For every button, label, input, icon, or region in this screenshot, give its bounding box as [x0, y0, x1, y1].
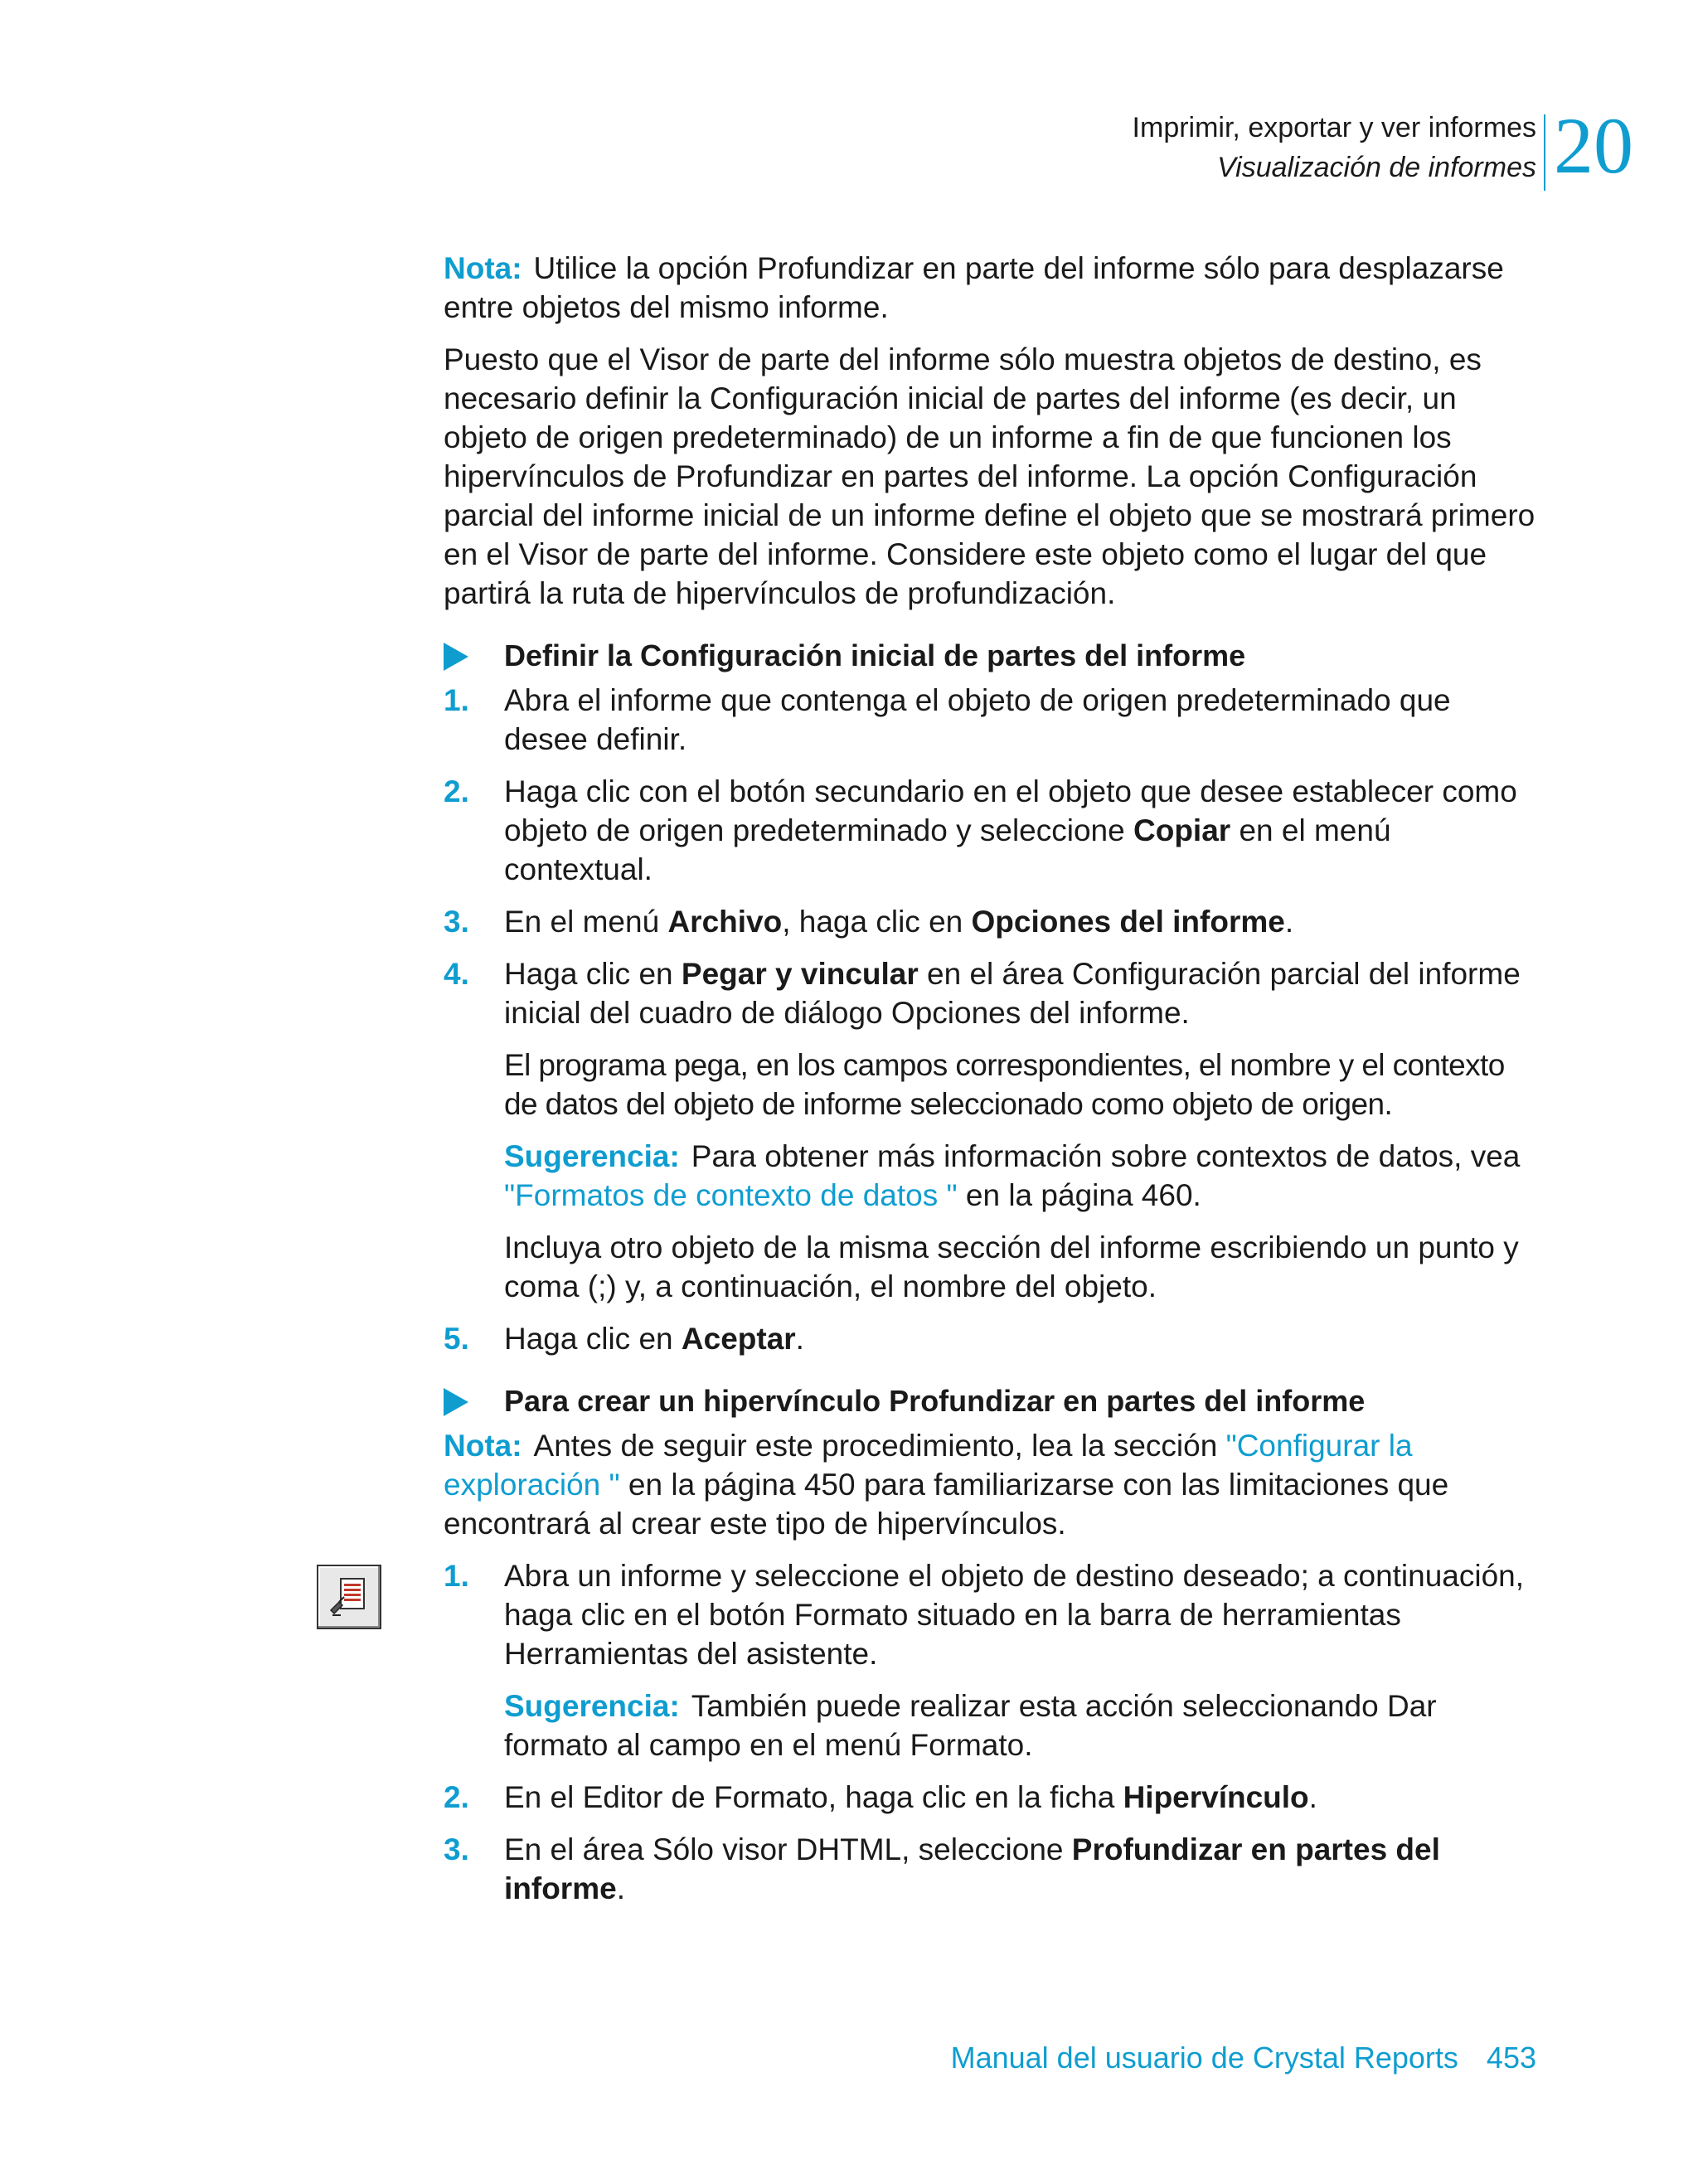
running-footer: [951, 2038, 1536, 2078]
procedure-heading-text: Para crear un hipervínculo Profundizar en partes del informe: [504, 1384, 1366, 1418]
header-divider: [1544, 114, 1545, 191]
intro-note: [444, 249, 1538, 327]
note-text: Utilice la opción Profundizar en parte del informe sólo para desplazarse entre objetos del mismo informe.: [444, 251, 1504, 324]
procedure-arrow-icon: [444, 643, 468, 671]
step-text: , haga clic en: [782, 905, 972, 939]
format-toolbar-icon: [317, 1565, 381, 1629]
step-number: 3.: [444, 905, 469, 939]
cross-reference-link[interactable]: "Configurar la exploración ": [444, 1429, 1413, 1502]
procedure-arrow-icon: [444, 1388, 468, 1416]
step-item: [444, 954, 1538, 1032]
step-number: 2.: [444, 774, 469, 808]
note-text: en la página 450 para familiarizarse con las limitaciones que encontrará al crear este tipo de hipervínculos.: [444, 1468, 1449, 1541]
step-subparagraph: El programa pega, en los campos correspondientes, el nombre y el contexto de datos del objeto de informe seleccionado como objeto de origen.: [504, 1048, 1505, 1121]
step-item: [444, 1830, 1538, 1908]
step-number: 2.: [444, 1780, 469, 1814]
step-bold-term: Copiar: [1133, 813, 1231, 847]
step-text: Abra el informe que contenga el objeto de origen predeterminado que desee definir.: [504, 683, 1451, 756]
step-bold-term: Archivo: [667, 905, 783, 939]
step-item: [444, 1556, 1538, 1673]
main-content: [444, 249, 1538, 1921]
step-text: .: [616, 1871, 625, 1905]
note-text: Antes de seguir este procedimiento, lea la sección: [533, 1429, 1226, 1463]
procedure-heading-2: [444, 1381, 1538, 1421]
step-item: [444, 681, 1538, 759]
step-text: .: [795, 1322, 804, 1356]
step-text: En el Editor de Formato, haga clic en la ficha: [504, 1780, 1123, 1814]
step-text: Haga clic en: [504, 1322, 682, 1356]
step-text: .: [1308, 1780, 1317, 1814]
step-subparagraph: Incluya otro objeto de la misma sección del informe escribiendo un punto y coma (;) y, a continuación, el nombre del objeto.: [504, 1230, 1519, 1303]
cross-reference-link[interactable]: "Formatos de contexto de datos ": [504, 1178, 958, 1212]
tip-label: Sugerencia:: [504, 1689, 680, 1723]
step-text: .: [1284, 905, 1294, 939]
tip-text: También puede realizar esta acción seleccionando Dar formato al campo en el menú Formato.: [504, 1689, 1437, 1762]
step-number: 1.: [444, 683, 469, 717]
tip-label: Sugerencia:: [504, 1139, 680, 1173]
step-item: [444, 902, 1538, 941]
step-text: Haga clic en: [504, 957, 682, 991]
step-text: en el menú contextual.: [504, 813, 1391, 886]
step-text: En el área Sólo visor DHTML, seleccione: [504, 1832, 1072, 1866]
step-text: en el área Configuración parcial del informe inicial del cuadro de diálogo Opciones del informe.: [504, 957, 1521, 1030]
header-subtitle: Visualización de informes: [1217, 152, 1536, 183]
procedure-heading-1: [444, 636, 1538, 676]
footer-title: Manual del usuario de Crystal Reports: [950, 2041, 1458, 2075]
page-number: 453: [1486, 2041, 1536, 2075]
step-number: 3.: [444, 1832, 469, 1866]
step-item: [444, 772, 1538, 889]
step-bold-term: Profundizar en partes del informe: [504, 1832, 1440, 1905]
step-item: [444, 1319, 1538, 1358]
step-bold-term: Aceptar: [681, 1322, 796, 1356]
header-text: [1133, 108, 1536, 187]
procedure-heading-text: Definir la Configuración inicial de partes del informe: [504, 638, 1246, 672]
step-text: En el menú: [504, 905, 668, 939]
format-document-icon: [326, 1574, 372, 1620]
procedure-note: [444, 1426, 1538, 1543]
step-item: [444, 1778, 1538, 1817]
note-label: Nota:: [444, 251, 522, 285]
step-bold-term: Pegar y vincular: [681, 957, 919, 991]
step-number: 4.: [444, 957, 469, 991]
chapter-number: 20: [1554, 101, 1633, 190]
tip-text: Para obtener más información sobre contextos de datos, vea: [691, 1139, 1521, 1173]
step-text: Abra un informe y seleccione el objeto de destino deseado; a continuación, haga clic en el botón Formato situado en la barra de herramientas Herramientas del asistente.: [504, 1559, 1525, 1671]
tip-paragraph: [444, 1687, 1538, 1764]
note-label: Nota:: [444, 1429, 522, 1463]
tip-text: en la página 460.: [957, 1178, 1201, 1212]
intro-paragraph: Puesto que el Visor de parte del informe sólo muestra objetos de destino, es necesario definir la Configuración inicial de partes del informe (es decir, un objeto de origen predeterminado) de un informe a fin de que funcionen los hipervínculos de Profundizar en partes del informe. La opción Configuración parcial del informe inicial de un informe define el objeto que se mostrará primero en el Visor de parte del informe. Considere este objeto como el lugar del que partirá la ruta de hipervínculos de profundización.: [444, 342, 1535, 610]
step-bold-term: Hipervínculo: [1123, 1780, 1309, 1814]
step-number: 1.: [444, 1559, 469, 1593]
step-number: 5.: [444, 1322, 469, 1356]
tip-paragraph: [444, 1137, 1538, 1215]
running-header: [0, 101, 1698, 191]
step-text: Haga clic con el botón secundario en el objeto que desee establecer como objeto de origen predeterminado y seleccione: [504, 774, 1517, 847]
header-title: Imprimir, exportar y ver informes: [1132, 112, 1536, 143]
step-bold-term: Opciones del informe: [971, 905, 1285, 939]
